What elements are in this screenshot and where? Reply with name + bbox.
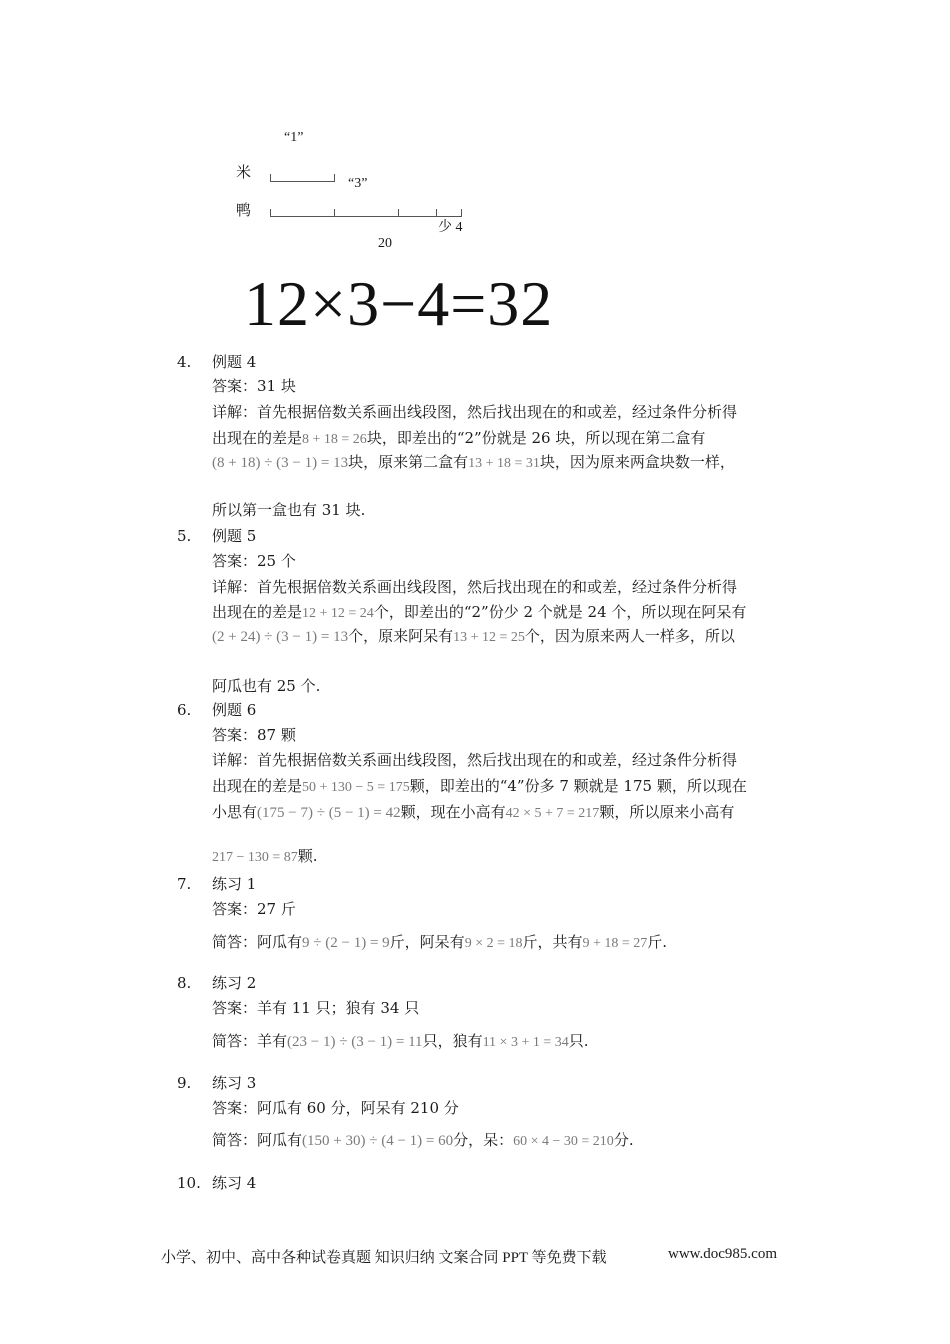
- footer-link[interactable]: www.doc985.com: [668, 1246, 778, 1262]
- segment-label-1: “1”: [284, 130, 304, 145]
- item-number: 4.: [177, 353, 192, 371]
- text: 只.: [568, 1032, 589, 1050]
- segment-label-3: “3”: [348, 176, 368, 191]
- text: 简答：阿瓜有: [212, 933, 303, 951]
- answer-line: 答案：羊有 11 只；狼有 34 只: [212, 999, 420, 1017]
- answer-line: 答案：31 块: [212, 377, 296, 395]
- formula: (23 − 1) ÷ (3 − 1) = 11: [287, 1034, 423, 1050]
- text: 块，即差出的“2”份就是 26 块，所以现在第二盒有: [366, 429, 706, 447]
- item-title: 练习 1: [212, 875, 257, 893]
- text: 斤.: [647, 933, 668, 951]
- explain-line: 详解：首先根据倍数关系画出线段图，然后找出现在的和或差，经过条件分析得: [212, 403, 738, 421]
- formula: 13 + 12 = 25: [453, 630, 525, 645]
- item-title: 例题 5: [212, 527, 257, 545]
- text: 块，原来第二盒有: [348, 453, 469, 471]
- text: 分.: [613, 1131, 634, 1149]
- formula: 11 × 3 + 1 = 34: [482, 1035, 569, 1050]
- explain-line: [212, 452, 735, 474]
- text: 个，因为原来两人一样多，所以: [524, 627, 735, 645]
- item-number: 9.: [177, 1074, 192, 1092]
- formula: 60 × 4 − 30 = 210: [513, 1134, 614, 1149]
- footer-text: 小学、初中、高中各种试卷真题 知识归纳 文案合同 PPT 等免费下载: [161, 1250, 607, 1266]
- text: 简答：羊有: [212, 1032, 288, 1050]
- explain-line: [212, 626, 735, 648]
- answer-line: 答案：27 斤: [212, 900, 296, 918]
- text: 简答：阿瓜有: [212, 1131, 303, 1149]
- segment-ya-tick: [334, 209, 335, 216]
- big-equation: 12×3−4=32: [244, 268, 554, 339]
- formula: 42 × 5 + 7 = 217: [505, 806, 600, 821]
- segment-ya: [270, 216, 462, 217]
- formula: 217 − 130 = 87: [212, 850, 298, 865]
- text: 斤，阿呆有: [389, 933, 465, 951]
- explain-line: 所以第一盒也有 31 块.: [212, 501, 366, 519]
- item-number: 10.: [177, 1174, 201, 1192]
- segment-mi-tick: [334, 174, 335, 181]
- row-label-mi: 米: [236, 163, 252, 181]
- segment-mi-tick: [270, 174, 271, 181]
- text: 颗，现在小高有: [400, 803, 506, 821]
- text: 颗，即差出的“4”份多 7 颗就是 175 颗，所以现在: [409, 777, 747, 795]
- segment-ya-tick: [461, 209, 462, 216]
- item-number: 7.: [177, 875, 192, 893]
- explain-line: [212, 846, 318, 868]
- formula: (8 + 18) ÷ (3 − 1) = 13: [212, 455, 349, 471]
- item-number: 8.: [177, 974, 192, 992]
- brief-line: [212, 932, 667, 954]
- explain-line: [212, 602, 746, 624]
- text: 斤，共有: [522, 933, 583, 951]
- text: 个，即差出的“2”份少 2 个就是 24 个，所以现在阿呆有: [373, 603, 747, 621]
- answer-line: 答案：25 个: [212, 552, 296, 570]
- text: 小思有: [212, 803, 258, 821]
- formula: (2 + 24) ÷ (3 − 1) = 13: [212, 629, 349, 645]
- text: 颗，所以原来小高有: [599, 803, 735, 821]
- explain-line: 阿瓜也有 25 个.: [212, 677, 321, 695]
- item-title: 例题 4: [212, 353, 257, 371]
- segment-ya-tick: [270, 209, 271, 216]
- formula: (175 − 7) ÷ (5 − 1) = 42: [257, 805, 401, 821]
- text: 颗.: [297, 847, 318, 865]
- explain-line: [212, 428, 705, 450]
- formula: (150 + 30) ÷ (4 − 1) = 60: [302, 1133, 454, 1149]
- segment-total-label: 20: [378, 236, 392, 251]
- text: 块，因为原来两盒块数一样，: [539, 453, 735, 471]
- formula: 9 + 18 = 27: [582, 936, 648, 951]
- answer-line: 答案：87 颗: [212, 726, 296, 744]
- brief-line: [212, 1130, 634, 1152]
- formula: 8 + 18 = 26: [302, 432, 367, 447]
- text: 个，原来阿呆有: [348, 627, 454, 645]
- item-title: 练习 4: [212, 1174, 257, 1192]
- item-title: 例题 6: [212, 701, 257, 719]
- row-label-ya: 鸭: [236, 201, 252, 219]
- explain-line: [212, 802, 734, 824]
- segment-ya-tick: [436, 209, 437, 216]
- text: 出现在的差是: [212, 429, 303, 447]
- text: 分，呆：: [453, 1131, 514, 1149]
- segment-less-label: 少 4: [438, 220, 463, 235]
- formula: 13 + 18 = 31: [468, 456, 540, 471]
- formula: 12 + 12 = 24: [302, 606, 374, 621]
- item-title: 练习 3: [212, 1074, 257, 1092]
- explain-line: 详解：首先根据倍数关系画出线段图，然后找出现在的和或差，经过条件分析得: [212, 578, 738, 596]
- explain-line: [212, 776, 747, 798]
- text: 出现在的差是: [212, 603, 303, 621]
- text: 只，狼有: [422, 1032, 483, 1050]
- formula: 50 + 130 − 5 = 175: [302, 780, 410, 795]
- item-number: 6.: [177, 701, 192, 719]
- answer-line: 答案：阿瓜有 60 分，阿呆有 210 分: [212, 1099, 459, 1117]
- segment-mi: [270, 181, 335, 182]
- formula: 9 ÷ (2 − 1) = 9: [302, 935, 390, 951]
- item-number: 5.: [177, 527, 192, 545]
- explain-line: 详解：首先根据倍数关系画出线段图，然后找出现在的和或差，经过条件分析得: [212, 751, 738, 769]
- item-title: 练习 2: [212, 974, 257, 992]
- brief-line: [212, 1031, 589, 1053]
- text: 出现在的差是: [212, 777, 303, 795]
- formula: 9 × 2 = 18: [464, 936, 523, 951]
- segment-ya-tick: [398, 209, 399, 216]
